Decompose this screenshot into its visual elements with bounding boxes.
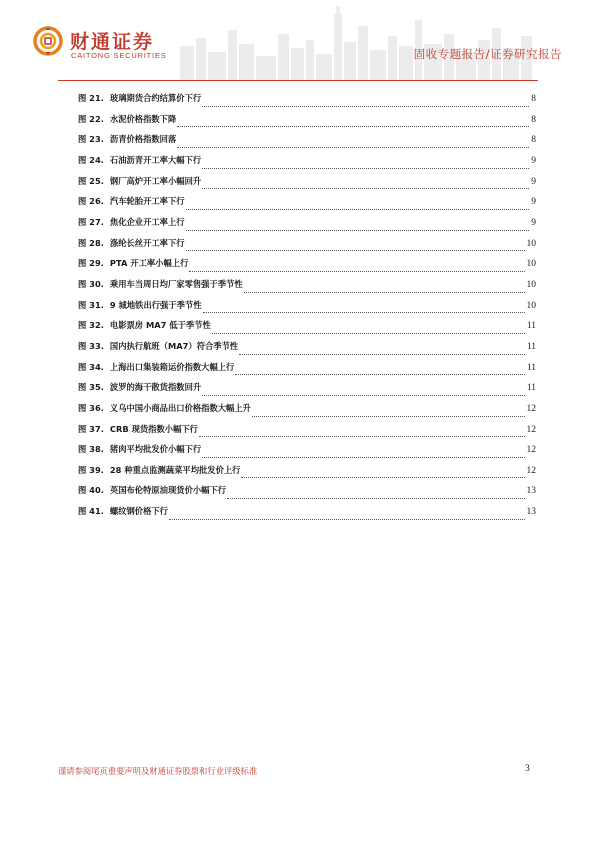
toc-figure-title: 涤纶长丝开工率下行 [109,237,185,248]
toc-page-number: 10 [526,259,536,270]
toc-figure-title: 猪肉平均批发价小幅下行 [109,444,202,455]
toc-entry[interactable] [78,299,536,320]
toc-entry[interactable] [78,237,536,258]
toc-figure-title: 英国布伦特原油现货价小幅下行 [109,485,227,496]
toc-dot-leader [202,456,524,458]
toc-dot-leader [227,497,524,499]
toc-figure-number: 图 35. [78,382,104,393]
toc-figure-number: 图 38. [78,444,104,455]
toc-entry[interactable] [78,175,536,196]
toc-dot-leader [244,291,525,293]
toc-figure-title: 波罗的海干散货指数回升 [109,382,202,393]
toc-figure-number: 图 36. [78,402,104,413]
page-number: 3 [525,764,530,774]
toc-dot-leader [252,415,525,417]
toc-figure-number: 图 40. [78,485,104,496]
toc-figure-number: 图 21. [78,93,104,103]
toc-dot-leader [203,311,525,313]
toc-figure-number: 图 41. [78,506,104,517]
toc-dot-leader [186,208,530,210]
toc-page-number: 11 [526,362,536,373]
toc-figure-number: 图 27. [78,216,104,227]
toc-dot-leader [199,435,525,437]
caitong-logo-icon [33,26,63,56]
toc-figure-number: 图 28. [78,237,104,248]
toc-dot-leader [189,270,524,272]
page-header [0,0,595,80]
toc-figure-title: 水泥价格指数下降 [109,113,177,124]
toc-page-number: 9 [531,197,536,208]
toc-page-number: 12 [526,403,536,414]
toc-entry[interactable] [78,113,536,134]
toc-entry[interactable] [78,361,536,382]
toc-entry[interactable] [78,402,536,423]
toc-figure-title: 义乌中国小商品出口价格指数大幅上升 [109,402,251,413]
toc-entry[interactable] [78,484,536,505]
toc-figure-title: 乘用车当周日均厂家零售强于季节性 [109,278,243,289]
brand-name-chinese: 财通证券 [70,31,155,53]
toc-figure-title: CRB 现货指数小幅下行 [109,423,198,434]
toc-entry[interactable] [78,423,536,444]
toc-page-number: 12 [526,424,536,435]
toc-entry[interactable] [78,464,536,485]
toc-page-number: 12 [526,445,536,456]
toc-page-number: 9 [531,217,536,228]
toc-page-number: 11 [526,321,536,332]
toc-page-number: 12 [526,465,536,476]
toc-figure-number: 图 29. [78,258,104,269]
toc-figure-number: 图 24. [78,154,104,165]
toc-figure-title: PTA 开工率小幅上行 [109,258,189,269]
toc-figure-title: 国内执行航班（MA7）符合季节性 [109,340,239,351]
toc-page-number: 8 [531,114,536,125]
toc-dot-leader [177,125,529,127]
toc-figure-number: 图 26. [78,196,104,207]
toc-dot-leader [202,105,529,107]
toc-page-number: 10 [526,300,536,311]
toc-entry[interactable] [78,216,536,237]
toc-dot-leader [202,167,529,169]
toc-page-number: 11 [526,341,536,352]
toc-dot-leader [186,229,530,231]
toc-figure-number: 图 22. [78,113,104,124]
toc-entry[interactable] [78,257,536,278]
toc-entry[interactable] [78,443,536,464]
toc-figure-title: 钢厂高炉开工率小幅回升 [109,175,202,186]
toc-page-number: 9 [531,155,536,166]
toc-dot-leader [202,394,525,396]
toc-page-number: 11 [526,383,536,394]
report-type-label: 固收专题报告/证券研究报告 [413,47,562,61]
toc-entry[interactable] [78,195,536,216]
toc-entry[interactable] [78,278,536,299]
toc-entry[interactable] [78,154,536,175]
toc-entry[interactable] [78,505,536,526]
toc-figure-title: 9 城地铁出行强于季节性 [109,299,202,310]
toc-dot-leader [202,187,529,189]
toc-entry[interactable] [78,340,536,361]
toc-entry[interactable] [78,92,536,113]
toc-figure-number: 图 37. [78,423,104,434]
toc-dot-leader [241,476,524,478]
toc-entry[interactable] [78,133,536,154]
toc-figure-title: 螺纹钢价格下行 [109,506,168,517]
toc-dot-leader [169,518,525,520]
toc-entry[interactable] [78,319,536,340]
toc-figure-title: 28 种重点监测蔬菜平均批发价上行 [109,464,241,475]
toc-page-number: 8 [531,135,536,146]
toc-dot-leader [239,353,525,355]
toc-figure-title: 上海出口集装箱运价指数大幅上行 [109,361,235,372]
toc-dot-leader [186,249,525,251]
toc-figure-title: 玻璃期货合约结算价下行 [109,93,202,103]
toc-dot-leader [235,373,524,375]
toc-dot-leader [177,146,529,148]
toc-figure-number: 图 39. [78,464,104,475]
toc-figure-title: 焦化企业开工率上行 [109,216,185,227]
toc-figure-number: 图 31. [78,299,104,310]
brand-name-english: CAITONG SECURITIES [71,51,167,60]
toc-figure-title: 石油沥青开工率大幅下行 [109,154,202,165]
toc-figure-number: 图 33. [78,340,104,351]
toc-page-number: 10 [526,279,536,290]
toc-figure-number: 图 30. [78,278,104,289]
toc-figure-number: 图 23. [78,134,104,145]
toc-page-number: 8 [531,94,536,104]
header-divider [58,80,538,81]
figure-toc-list [78,92,536,526]
toc-dot-leader [212,332,525,334]
footer-disclaimer: 谨请参阅尾页重要声明及财通证券股票和行业评级标准 [58,766,258,776]
toc-figure-title: 沥青价格指数回落 [109,134,177,145]
toc-page-number: 10 [526,238,536,249]
toc-page-number: 13 [526,507,536,518]
toc-figure-number: 图 32. [78,320,104,331]
toc-entry[interactable] [78,381,536,402]
toc-figure-title: 电影票房 MA7 低于季节性 [109,320,211,331]
toc-page-number: 9 [531,176,536,187]
toc-figure-number: 图 25. [78,175,104,186]
toc-page-number: 13 [526,486,536,497]
toc-figure-number: 图 34. [78,361,104,372]
toc-figure-title: 汽车轮胎开工率下行 [109,196,185,207]
